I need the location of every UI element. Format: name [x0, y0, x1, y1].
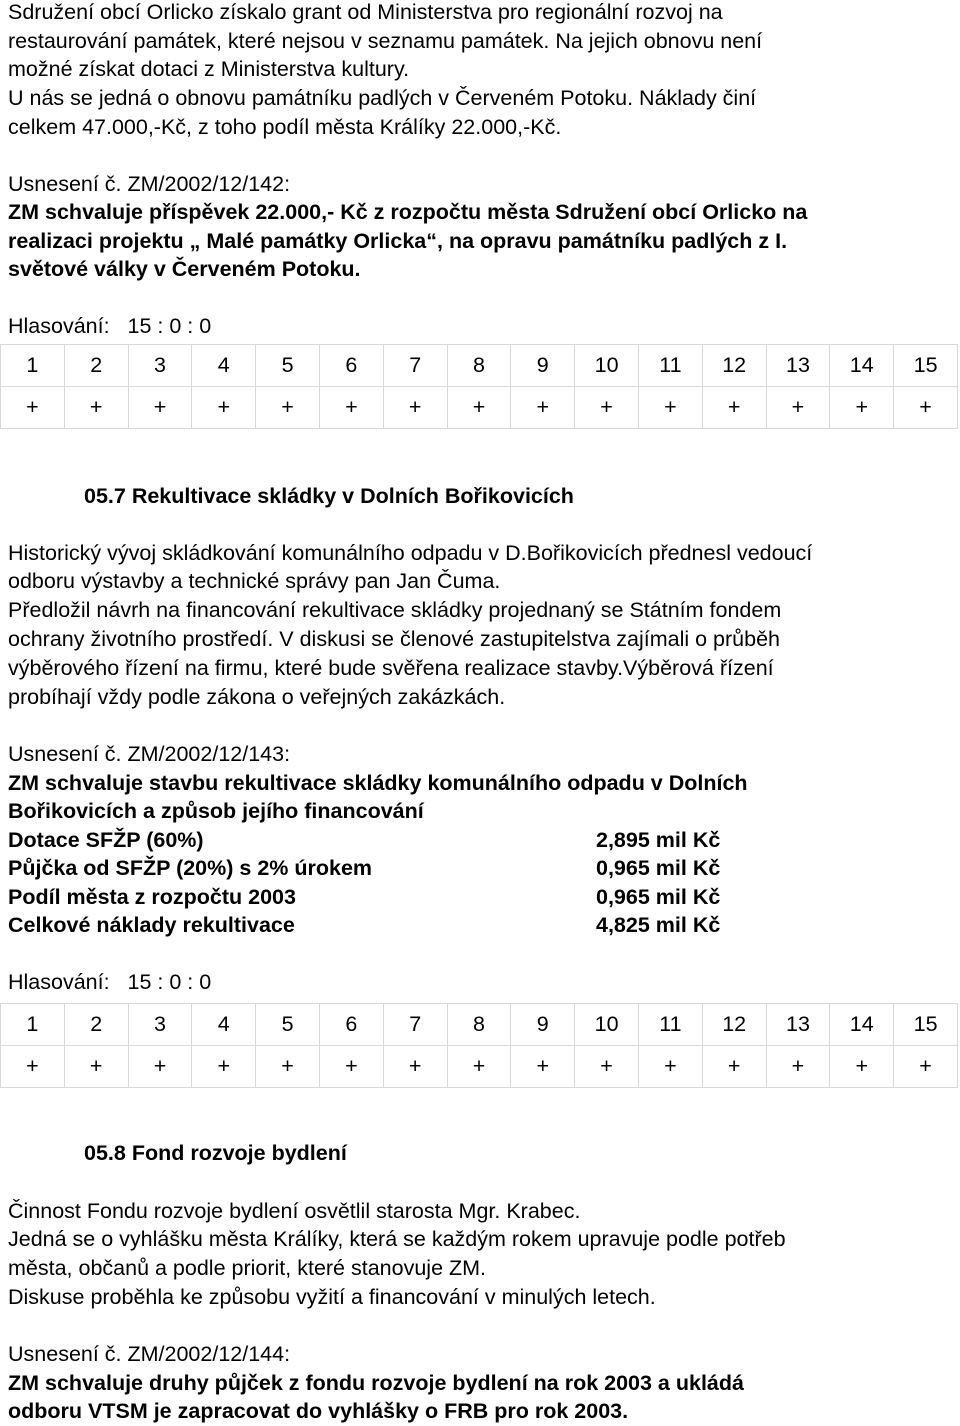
paragraph-line: výběrového řízení na firmu, které bude svěřena realizace stavby.Výběrová řízení: [8, 656, 774, 680]
member-number: 1: [1, 1004, 65, 1046]
resolution-text: realizaci projektu „ Malé památky Orlicka“, na opravu památníku padlých z I.: [8, 229, 788, 253]
vote-mark: +: [575, 1046, 639, 1088]
member-number: 3: [128, 345, 192, 387]
member-number: 4: [192, 345, 256, 387]
vote-mark: +: [894, 387, 958, 429]
vote-mark: +: [256, 1046, 320, 1088]
financing-row: [8, 854, 768, 882]
resolution-label: Usnesení č. ZM/2002/12/142:: [8, 172, 291, 196]
paragraph-line: probíhají vždy podle zákona o veřejných zakázkách.: [8, 685, 506, 709]
paragraph-line: Historický vývoj skládkování komunálního odpadu v D.Bořikovicích přednesl vedoucí: [8, 541, 813, 565]
member-row: [1, 1004, 958, 1046]
member-number: 6: [319, 1004, 383, 1046]
member-number: 8: [447, 345, 511, 387]
vote-mark: +: [894, 1046, 958, 1088]
member-number: 5: [256, 1004, 320, 1046]
resolution-text: ZM schvaluje příspěvek 22.000,- Kč z rozpočtu města Sdružení obcí Orlicko na: [8, 200, 808, 224]
member-number: 11: [638, 345, 702, 387]
vote-mark: +: [702, 387, 766, 429]
vote-mark: +: [575, 387, 639, 429]
financing-value: 4,825 mil Kč: [596, 913, 721, 937]
vote-mark: +: [511, 387, 575, 429]
financing-label: Celkové náklady rekultivace: [8, 913, 295, 937]
vote-mark: +: [1, 1046, 65, 1088]
vote-mark: +: [638, 1046, 702, 1088]
vote-mark: +: [766, 387, 830, 429]
resolution-label: Usnesení č. ZM/2002/12/144:: [8, 1342, 291, 1366]
member-number: 1: [1, 345, 65, 387]
vote-table: [0, 344, 958, 429]
member-number: 2: [64, 1004, 128, 1046]
member-number: 7: [383, 345, 447, 387]
resolution-text: ZM schvaluje druhy půjček z fondu rozvoje bydlení na rok 2003 a ukládá: [8, 1371, 744, 1395]
voting-result: Hlasování: 15 : 0 : 0: [8, 314, 212, 338]
section-heading: 05.7 Rekultivace skládky v Dolních Bořikovicích: [84, 484, 574, 508]
vote-mark: +: [447, 387, 511, 429]
member-number: 9: [511, 1004, 575, 1046]
member-number: 14: [830, 345, 894, 387]
paragraph-line: možné získat dotaci z Ministerstva kultury.: [8, 57, 410, 81]
member-number: 12: [702, 1004, 766, 1046]
vote-mark: +: [128, 1046, 192, 1088]
financing-value: 0,965 mil Kč: [596, 856, 721, 880]
vote-mark: +: [1, 387, 65, 429]
paragraph-line: města, občanů a podle priorit, které stanovuje ZM.: [8, 1256, 487, 1280]
vote-mark: +: [766, 1046, 830, 1088]
voting-result: Hlasování: 15 : 0 : 0: [8, 970, 212, 994]
member-number: 2: [64, 345, 128, 387]
member-number: 11: [638, 1004, 702, 1046]
member-number: 10: [575, 345, 639, 387]
financing-row: [8, 883, 768, 911]
paragraph-line: Jedná se o vyhlášku města Králíky, která se každým rokem upravuje podle potřeb: [8, 1227, 786, 1251]
paragraph-line: Činnost Fondu rozvoje bydlení osvětlil starosta Mgr. Krabec.: [8, 1199, 581, 1223]
paragraph-line: celkem 47.000,-Kč, z toho podíl města Králíky 22.000,-Kč.: [8, 115, 562, 139]
vote-mark: +: [702, 1046, 766, 1088]
vote-mark: +: [192, 1046, 256, 1088]
member-number: 8: [447, 1004, 511, 1046]
financing-row: [8, 826, 768, 854]
vote-mark: +: [830, 387, 894, 429]
member-number: 4: [192, 1004, 256, 1046]
member-number: 15: [894, 345, 958, 387]
financing-value: 2,895 mil Kč: [596, 828, 721, 852]
paragraph-line: odboru výstavby a technické správy pan Jan Čuma.: [8, 569, 501, 593]
paragraph-line: ochrany životního prostředí. V diskusi se členové zastupitelstva zajímali o průběh: [8, 627, 781, 651]
vote-mark: +: [64, 387, 128, 429]
vote-mark: +: [830, 1046, 894, 1088]
member-number: 10: [575, 1004, 639, 1046]
vote-mark: +: [256, 387, 320, 429]
resolution-text: ZM schvaluje stavbu rekultivace skládky komunálního odpadu v Dolních: [8, 771, 748, 795]
financing-row: [8, 911, 768, 939]
member-number: 9: [511, 345, 575, 387]
resolution-label: Usnesení č. ZM/2002/12/143:: [8, 742, 291, 766]
member-number: 3: [128, 1004, 192, 1046]
section-heading: 05.8 Fond rozvoje bydlení: [84, 1141, 347, 1165]
financing-label: Podíl města z rozpočtu 2003: [8, 885, 296, 909]
vote-mark: +: [447, 1046, 511, 1088]
financing-label: Půjčka od SFŽP (20%) s 2% úrokem: [8, 856, 373, 880]
vote-mark: +: [383, 387, 447, 429]
vote-row: [1, 1046, 958, 1088]
member-number: 7: [383, 1004, 447, 1046]
paragraph-line: Předložil návrh na financování rekultivace skládky projednaný se Státním fondem: [8, 598, 782, 622]
member-number: 13: [766, 345, 830, 387]
paragraph-line: Sdružení obcí Orlicko získalo grant od Ministerstva pro regionální rozvoj na: [8, 0, 723, 24]
vote-mark: +: [511, 1046, 575, 1088]
member-number: 15: [894, 1004, 958, 1046]
financing-label: Dotace SFŽP (60%): [8, 828, 204, 852]
member-number: 14: [830, 1004, 894, 1046]
member-number: 12: [702, 345, 766, 387]
member-row: [1, 345, 958, 387]
vote-mark: +: [128, 387, 192, 429]
vote-mark: +: [383, 1046, 447, 1088]
resolution-text: Bořikovicích a způsob jejího financování: [8, 799, 424, 823]
financing-value: 0,965 mil Kč: [596, 885, 721, 909]
vote-mark: +: [319, 1046, 383, 1088]
member-number: 13: [766, 1004, 830, 1046]
vote-mark: +: [192, 387, 256, 429]
vote-mark: +: [638, 387, 702, 429]
member-number: 6: [319, 345, 383, 387]
vote-table: [0, 1003, 958, 1088]
resolution-text: odboru VTSM je zapracovat do vyhlášky o FRB pro rok 2003.: [8, 1399, 629, 1423]
paragraph-line: restaurování památek, které nejsou v seznamu památek. Na jejich obnovu není: [8, 29, 763, 53]
member-number: 5: [256, 345, 320, 387]
paragraph-line: U nás se jedná o obnovu památníku padlých v Červeném Potoku. Náklady činí: [8, 86, 757, 110]
vote-row: [1, 387, 958, 429]
vote-mark: +: [64, 1046, 128, 1088]
vote-mark: +: [319, 387, 383, 429]
paragraph-line: Diskuse proběhla ke způsobu vyžití a financování v minulých letech.: [8, 1285, 656, 1309]
resolution-text: světové války v Červeném Potoku.: [8, 257, 361, 281]
